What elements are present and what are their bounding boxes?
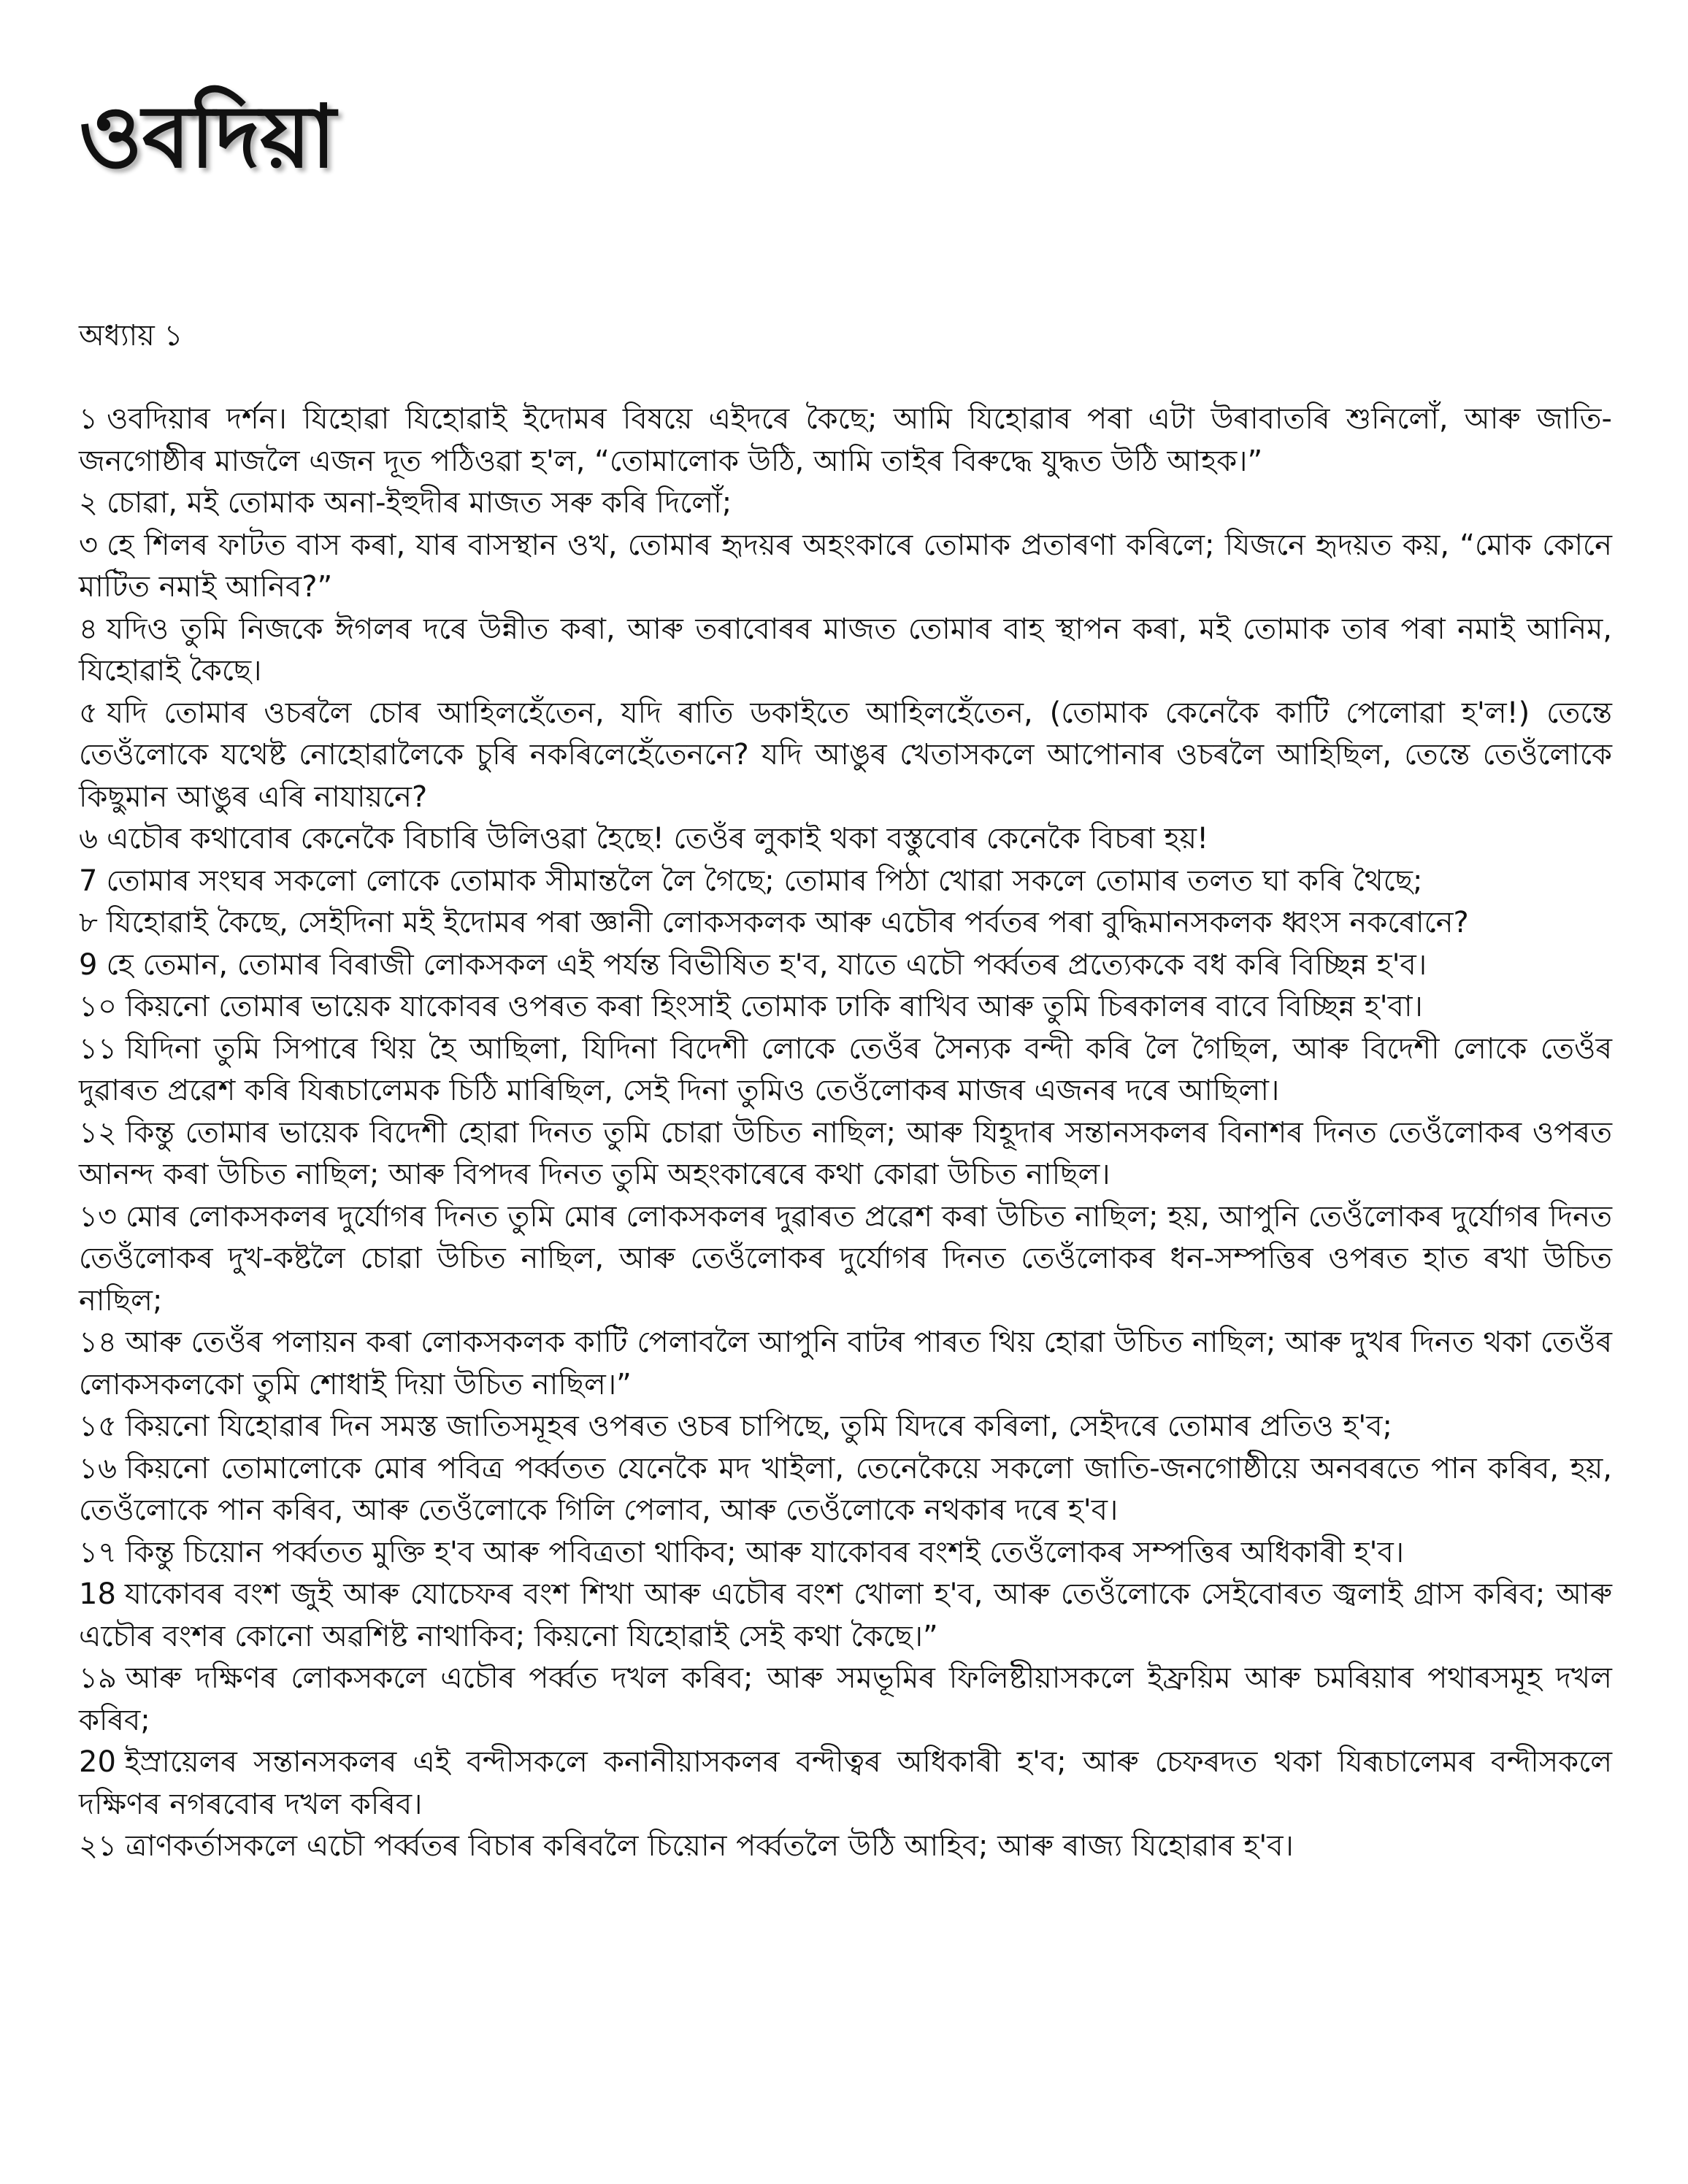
verse-text: কিন্তু চিয়োন পৰ্ব্বতত মুক্তি হ'ব আৰু পবিত্ৰতা থাকিব; আৰু যাকোবৰ বংশই তেওঁলোকৰ সম্পত্তিৰ অধিকাৰী হ'ব।: [125, 1535, 1405, 1569]
verse: [79, 482, 1612, 525]
verse: [79, 693, 1612, 819]
verse-number: 18: [79, 1577, 116, 1611]
verse: [79, 1658, 1612, 1742]
verse-text: এচৌৰ কথাবোৰ কেনেকৈ বিচাৰি উলিওৱা হৈছে! তেওঁৰ লুকাই থকা বস্তুবোৰ কেনেকৈ বিচৰা হয়!: [107, 822, 1209, 855]
verse-number: ৫: [79, 696, 98, 730]
book-title: ওবদিয়া: [79, 86, 337, 187]
verse: [79, 1448, 1612, 1532]
verse-number: ১০: [79, 990, 117, 1023]
verse-list: [79, 399, 1612, 1868]
verse-text: আৰু দক্ষিণৰ লোকসকলে এচৌৰ পৰ্ব্বত দখল কৰিব; আৰু সমভূমিৰ ফিলিষ্টীয়াসকলে ইফ্ৰয়িম আৰু চমৰিয়াৰ পথাৰসমূহ দখল কৰিব;: [79, 1661, 1612, 1737]
verse: [79, 1322, 1612, 1406]
chapter-heading: অধ্যায় ১: [79, 319, 183, 353]
verse-text: কিয়নো যিহোৱাৰ দিন সমস্ত জাতিসমূহৰ ওপৰত ওচৰ চাপিছে, তুমি যিদৰে কৰিলা, সেইদৰে তোমাৰ প্ৰতিও হ'ব;: [125, 1410, 1392, 1443]
verse-text: যাকোবৰ বংশ জুই আৰু যোচেফৰ বংশ শিখা আৰু এচৌৰ বংশ খোলা হ'ব, আৰু তেওঁলোকে সেইবোৰত জ্বলাই গ্ৰাস কৰিব; আৰু এচৌৰ বংশৰ কোনো অৱশিষ্ট নাথাকিব; কিয়নো যিহোৱাই সেই কথা কৈছে।”: [79, 1577, 1612, 1653]
verse: [79, 525, 1612, 609]
verse-number: ৪: [79, 612, 98, 646]
verse: [79, 1574, 1612, 1658]
verse: [79, 945, 1612, 987]
verse: [79, 1028, 1612, 1112]
verse: [79, 1532, 1612, 1574]
verse-text: কিন্তু তোমাৰ ভায়েক বিদেশী হোৱা দিনত তুমি চোৱা উচিত নাছিল; আৰু যিহূদাৰ সন্তানসকলৰ বিনাশৰ দিনত তেওঁলোকৰ ওপৰত আনন্দ কৰা উচিত নাছিল; আৰু বিপদৰ দিনত তুমি অহংকাৰেৰে কথা কোৱা উচিত নাছিল।: [79, 1115, 1612, 1191]
verse-number: 9: [79, 947, 98, 982]
verse-text: চোৱা, মই তোমাক অনা-ইহুদীৰ মাজত সৰু কৰি দিলোঁ;: [107, 486, 732, 520]
verse-text: কিয়নো তোমালোকে মোৰ পবিত্ৰ পৰ্ব্বতত যেনেকৈ মদ খাইলা, তেনেকৈয়ে সকলো জাতি-জনগোষ্ঠীয়ে অনবৰতে পান কৰিব, হয়, তেওঁলোকে পান কৰিব, আৰু তেওঁলোকে গিলি পেলাব, আৰু তেওঁলোকে নথকাৰ দৰে হ'ব।: [79, 1451, 1612, 1527]
verse-text: ইস্ৰায়েলৰ সন্তানসকলৰ এই বন্দীসকলে কনানীয়াসকলৰ বন্দীত্বৰ অধিকাৰী হ'ব; আৰু চেফৰদত থকা যিৰূচালেমৰ বন্দীসকলে দক্ষিণৰ নগৰবোৰ দখল কৰিব।: [79, 1745, 1612, 1821]
verse: [79, 1406, 1612, 1448]
verse-number: ২১: [79, 1829, 117, 1863]
verse-number: ৩: [79, 528, 99, 562]
verse-number: ১৬: [79, 1451, 117, 1485]
verse-number: ১২: [79, 1115, 117, 1150]
verse-text: যিদিনা তুমি সিপাৰে থিয় হৈ আছিলা, যিদিনা বিদেশী লোকে তেওঁৰ সৈন্যক বন্দী কৰি লৈ গৈছিল, আৰু বিদেশী লোকে তেওঁৰ দুৱাৰত প্ৰৱেশ কৰি যিৰূচালেমক চিঠি মাৰিছিল, সেই দিনা তুমিও তেওঁলোকৰ মাজৰ এজনৰ দৰে আছিলা।: [79, 1031, 1612, 1107]
verse-text: আৰু তেওঁৰ পলায়ন কৰা লোকসকলক কাটি পেলাবলৈ আপুনি বাটৰ পাৰত থিয় হোৱা উচিত নাছিল; আৰু দুখৰ দিনত থকা তেওঁৰ লোকসকলকো তুমি শোধাই দিয়া উচিত নাছিল।”: [79, 1326, 1612, 1401]
verse: [79, 609, 1612, 693]
verse: [79, 1196, 1612, 1323]
verse: [79, 902, 1612, 945]
verse: [79, 1742, 1612, 1826]
verse-text: ওবদিয়াৰ দৰ্শন। যিহোৱা যিহোৱাই ইদোমৰ বিষয়ে এইদৰে কৈছে; আমি যিহোৱাৰ পৰা এটা উৰাবাতৰি শুনিলোঁ, আৰু জাতি-জনগোষ্ঠীৰ মাজলৈ এজন দূত পঠিওৱা হ'ল, “তোমালোক উঠি, আমি তাইৰ বিৰুদ্ধে যুদ্ধত উঠি আহক।”: [79, 402, 1612, 478]
verse-text: যদি তোমাৰ ওচৰলৈ চোৰ আহিলহেঁতেন, যদি ৰাতি ডকাইতে আহিলহেঁতেন, (তোমাক কেনেকৈ কাটি পেলোৱা হ'ল!) তেন্তে তেওঁলোকে যথেষ্ট নোহোৱালৈকে চুৰি নকৰিলেহেঁতেননে? যদি আঙুৰ খেতাসকলে আপোনাৰ ওচৰলৈ আহিছিল, তেন্তে তেওঁলোকে কিছুমান আঙুৰ এৰি নাযায়নে?: [79, 696, 1612, 814]
verse-number: ১৪: [79, 1326, 117, 1359]
verse-number: ২: [79, 486, 99, 520]
verse-text: তোমাৰ সংঘৰ সকলো লোকে তোমাক সীমান্তলৈ লৈ গৈছে; তোমাৰ পিঠা খোৱা সকলে তোমাৰ তলত ঘা কৰি থৈছে;: [106, 864, 1423, 898]
verse-number: 7: [79, 864, 98, 898]
verse: [79, 818, 1612, 861]
verse-text: হে শিলৰ ফাটত বাস কৰা, যাৰ বাসস্থান ওখ, তোমাৰ হৃদয়ৰ অহংকাৰে তোমাক প্ৰতাৰণা কৰিলে; যিজনে হৃদয়ত কয়, “মোক কোনে মাটিত নমাই আনিব?”: [79, 528, 1612, 604]
verse-number: ১: [79, 402, 98, 436]
verse-number: ১৯: [79, 1661, 117, 1695]
verse: [79, 1826, 1612, 1868]
verse-text: যদিও তুমি নিজকে ঈগলৰ দৰে উন্নীত কৰা, আৰু তৰাবোৰৰ মাজত তোমাৰ বাহ স্থাপন কৰা, মই তোমাক তাৰ পৰা নমাই আনিম, যিহোৱাই কৈছে।: [79, 612, 1612, 688]
verse-number: ৮: [79, 906, 98, 939]
verse-text: হে তেমান, তোমাৰ বিৰাজী লোকসকল এই পৰ্যন্ত বিভীষিত হ'ব, যাতে এচৌ পৰ্ব্বতৰ প্ৰত্যেককে বধ কৰি বিচ্ছিন্ন হ'ব।: [106, 947, 1427, 982]
verse-text: ত্ৰাণকৰ্তাসকলে এচৌ পৰ্ব্বতৰ বিচাৰ কৰিবলৈ চিয়োন পৰ্ব্বতলৈ উঠি আহিব; আৰু ৰাজ্য যিহোৱাৰ হ'ব।: [125, 1829, 1294, 1863]
verse: [79, 986, 1612, 1028]
verse-number: ৬: [79, 822, 99, 855]
verse: [79, 1112, 1612, 1196]
verse-number: 20: [79, 1745, 116, 1779]
verse-text: মোৰ লোকসকলৰ দুৰ্যোগৰ দিনত তুমি মোৰ লোকসকলৰ দুৱাৰত প্ৰৱেশ কৰা উচিত নাছিল; হয়, আপুনি তেওঁলোকৰ দুৰ্যোগৰ দিনত তেওঁলোকৰ দুখ-কষ্টলৈ চোৱা উচিত নাছিল, আৰু তেওঁলোকৰ দুৰ্যোগৰ দিনত তেওঁলোকৰ ধন-সম্পত্তিৰ ওপৰত হাত ৰখা উচিত নাছিল;: [79, 1199, 1612, 1318]
verse: [79, 861, 1612, 903]
verse-number: ১৭: [79, 1535, 117, 1569]
verse-number: ১১: [79, 1031, 117, 1066]
verse-text: কিয়নো তোমাৰ ভায়েক যাকোবৰ ওপৰত কৰা হিংসাই তোমাক ঢাকি ৰাখিব আৰু তুমি চিৰকালৰ বাবে বিচ্ছিন্ন হ'বা।: [125, 990, 1423, 1023]
verse-text: যিহোৱাই কৈছে, সেইদিনা মই ইদোমৰ পৰা জ্ঞানী লোকসকলক আৰু এচৌৰ পৰ্বতৰ পৰা বুদ্ধিমানসকলক ধ্বংস নকৰোনে?: [106, 906, 1469, 939]
verse-number: ১৩: [79, 1199, 117, 1234]
verse: [79, 399, 1612, 482]
verse-number: ১৫: [79, 1410, 117, 1443]
